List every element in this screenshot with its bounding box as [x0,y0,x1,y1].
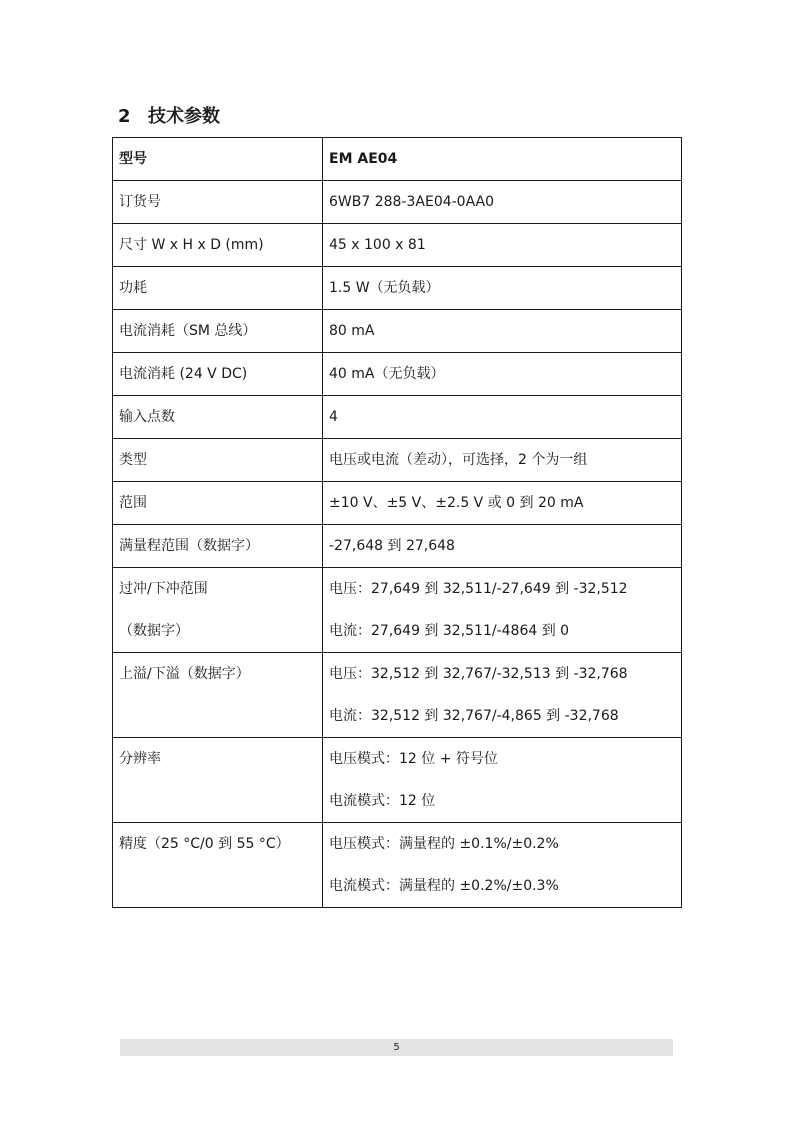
row-label: 电流消耗 (24 V DC) [119,366,248,382]
row-value-cell [323,653,682,738]
row-value-cell [323,396,682,439]
row-value: 电流模式：满量程的 ±0.2%/±0.3% [329,878,559,894]
row-label: （数据字） [119,623,189,639]
row-value-cell [323,353,682,396]
row-value: 电流模式：12 位 [329,793,436,809]
row-label [119,865,316,907]
table-row [113,181,682,224]
row-label-cell [113,738,323,823]
row-label: 上溢/下溢（数据字） [119,666,250,682]
section-title: 技术参数 [148,106,220,127]
table-header-row [113,138,682,181]
row-label: 精度（25 °C/0 到 55 °C） [119,836,290,852]
row-value: 6WB7 288-3AE04-0AA0 [329,194,495,210]
row-value: 电压：27,649 到 32,511/-27,649 到 -32,512 [329,581,628,597]
row-label-cell [113,568,323,653]
row-label-cell [113,439,323,482]
row-label-cell [113,224,323,267]
row-value: 电流：27,649 到 32,511/-4864 到 0 [329,623,570,639]
row-label-cell [113,310,323,353]
row-label: 分辨率 [119,751,161,767]
row-value: 4 [329,409,338,425]
row-value: 45 x 100 x 81 [329,237,426,253]
table-row [113,482,682,525]
table-row [113,353,682,396]
row-label: 满量程范围（数据字） [119,538,259,554]
row-value-cell [323,823,682,908]
row-value: -27,648 到 27,648 [329,538,455,554]
section-number: 2 [118,106,131,127]
spec-table-body [113,138,682,908]
table-row [113,525,682,568]
row-label: 范围 [119,495,147,511]
row-value-cell [323,738,682,823]
row-value: 40 mA（无负载） [329,366,445,382]
header-value: EM AE04 [329,151,398,167]
row-label-cell [113,181,323,224]
table-row [113,653,682,738]
row-value: 电压或电流（差动），可选择，2 个为一组 [329,452,588,468]
row-value: ±10 V、±5 V、±2.5 V 或 0 到 20 mA [329,495,584,511]
table-row [113,738,682,823]
row-label-cell [113,653,323,738]
header-value-cell [323,138,682,181]
row-label: 类型 [119,452,147,468]
row-value: 1.5 W（无负载） [329,280,440,296]
table-row [113,823,682,908]
spec-table [112,137,682,908]
section-heading [118,104,220,130]
table-row [113,310,682,353]
row-value: 电压模式：12 位 + 符号位 [329,751,498,767]
table-row [113,568,682,653]
table-row [113,224,682,267]
row-value-cell [323,224,682,267]
row-label-cell [113,482,323,525]
page-footer [120,1039,673,1056]
row-value-cell [323,439,682,482]
row-label: 功耗 [119,280,147,296]
row-label: 输入点数 [119,409,175,425]
page-number: 5 [393,1042,400,1053]
row-label-cell [113,823,323,908]
table-row [113,396,682,439]
row-label [119,780,316,822]
row-value-cell [323,568,682,653]
row-label-cell [113,396,323,439]
row-value: 电压：32,512 到 32,767/-32,513 到 -32,768 [329,666,628,682]
row-label: 尺寸 W x H x D (mm) [119,237,264,253]
row-value-cell [323,181,682,224]
row-label [119,695,316,737]
row-label-cell [113,353,323,396]
row-value: 80 mA [329,323,375,339]
row-value-cell [323,267,682,310]
row-label-cell [113,525,323,568]
table-row [113,267,682,310]
header-label: 型号 [119,151,147,167]
row-value: 电压模式：满量程的 ±0.1%/±0.2% [329,836,559,852]
row-label-cell [113,267,323,310]
row-value: 电流：32,512 到 32,767/-4,865 到 -32,768 [329,708,619,724]
row-value-cell [323,525,682,568]
table-row [113,439,682,482]
row-label: 电流消耗（SM 总线） [119,323,257,339]
row-label: 订货号 [119,194,161,210]
row-label: 过冲/下冲范围 [119,581,208,597]
header-label-cell [113,138,323,181]
row-value-cell [323,482,682,525]
row-value-cell [323,310,682,353]
